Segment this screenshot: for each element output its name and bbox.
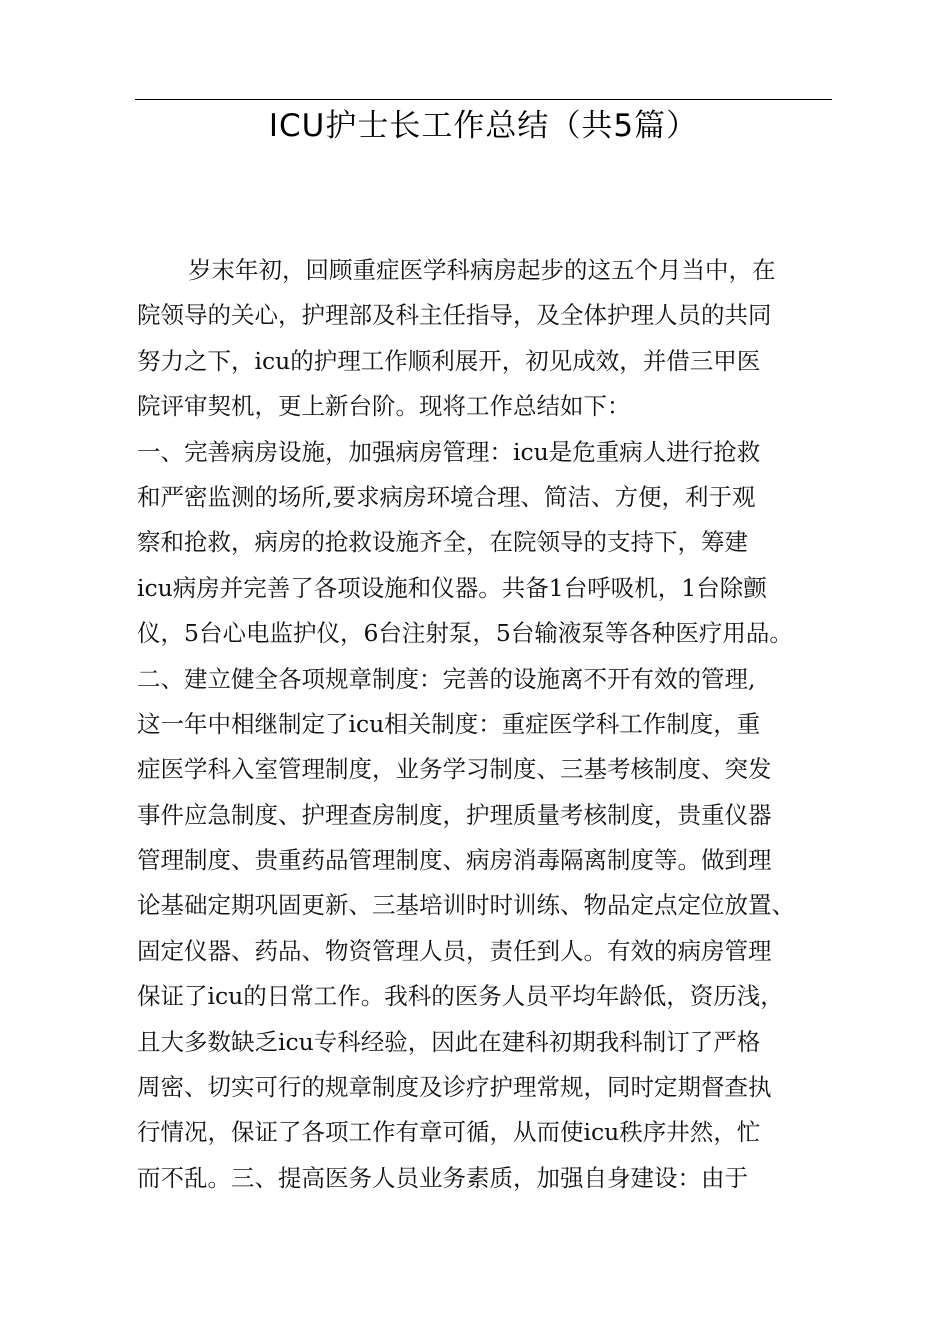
body-line: 一、完善病房设施，加强病房管理：icu是危重病人进行抢救 [137,437,761,466]
header-rule [135,99,832,100]
document-body [137,248,849,1201]
body-line: 察和抢救，病房的抢救设施齐全，在院领导的支持下，筹建 [137,528,748,557]
body-line: 岁末年初，回顾重症医学科病房起步的这五个月当中，在 [188,256,776,284]
document-title: ICU护士长工作总结（共5篇） [268,108,699,144]
body-line: 事件应急制度、护理查房制度，护理质量考核制度，贵重仪器 [137,800,772,829]
body-line: icu病房并完善了各项设施和仪器。共备1台呼吸机，1台除颤 [137,573,767,602]
body-line: 二、建立健全各项规章制度：完善的设施离不开有效的管理, [137,664,756,693]
body-line: 管理制度、贵重药品管理制度、病房消毒隔离制度等。做到理 [137,846,772,875]
body-line: 而不乱。三、提高医务人员业务素质，加强自身建设：由于 [137,1163,748,1192]
body-line: 保证了icu的日常工作。我科的医务人员平均年龄低，资历浅， [137,982,784,1011]
body-line: 努力之下，icu的护理工作顺利展开，初见成效，并借三甲医 [137,346,761,375]
body-line: 这一年中相继制定了icu相关制度：重症医学科工作制度，重 [137,709,761,738]
body-line: 且大多数缺乏icu专科经验，因此在建科初期我科制订了严格 [137,1027,761,1056]
body-line: 固定仪器、药品、物资管理人员，责任到人。有效的病房管理 [137,936,772,965]
body-line: 论基础定期巩固更新、三基培训时时训练、物品定点定位放置、 [137,891,795,920]
body-line: 行情况，保证了各项工作有章可循，从而使icu秩序井然，忙 [137,1118,761,1147]
body-line: 院评审契机，更上新台阶。现将工作总结如下： [137,392,631,421]
body-line: 院领导的关心，护理部及科主任指导，及全体护理人员的共同 [137,301,772,330]
body-line: 仪，5台心电监护仪，6台注射泵，5台输液泵等各种医疗用品。 [137,619,793,648]
body-line: 症医学科入室管理制度，业务学习制度、三基考核制度、突发 [137,755,772,784]
body-line: 周密、切实可行的规章制度及诊疗护理常规，同时定期督查执 [137,1073,772,1102]
body-line: 和严密监测的场所,要求病房环境合理、简洁、方便，利于观 [137,482,756,511]
